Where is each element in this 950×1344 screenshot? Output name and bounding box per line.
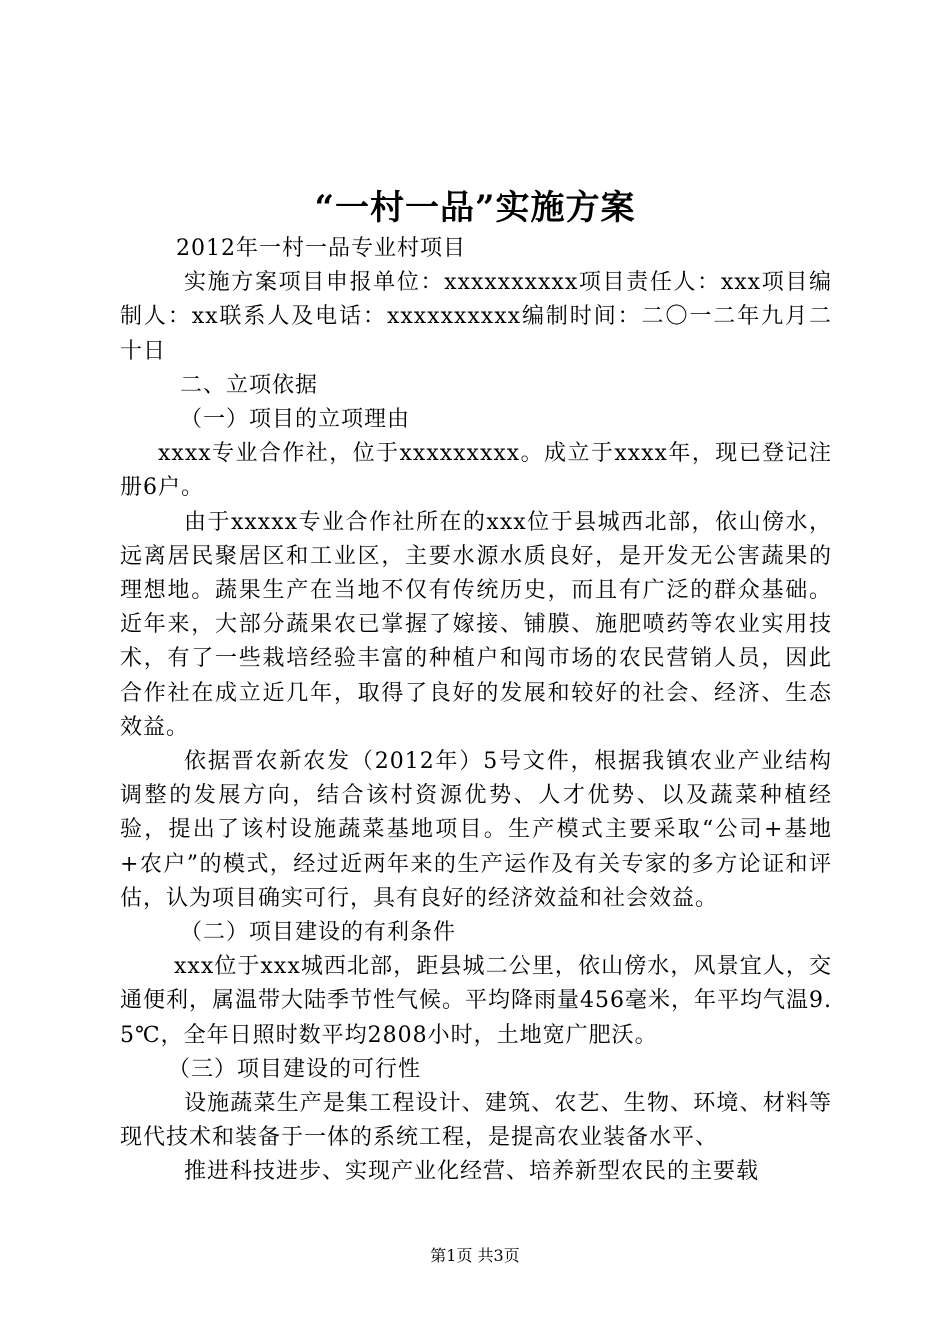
paragraph-feasibility: 设施蔬菜生产是集工程设计、建筑、农艺、生物、环境、材料等现代技术和装备于一体的系统工程，是提高农业装备水平、 xyxy=(120,1091,832,1151)
paragraph-feasibility-continued: 推进科技进步、实现产业化经营、培养新型农民的主要载 xyxy=(184,1159,760,1185)
paragraph-project-name: 2012年一村一品专业村项目 xyxy=(176,236,466,261)
paragraph-conditions: xxx位于xxx城西北部，距县城二公里，依山傍水，风景宜人，交通便利，属温带大陆季节性气候。平均降雨量456毫米，年平均气温9.5℃，全年日照时数平均2808小时，土地宽广肥沃。 xyxy=(120,954,832,1048)
paragraph-cooperative: xxxx专业合作社，位于xxxxxxxxx。成立于xxxx年，现已登记注册6户。 xyxy=(120,441,832,501)
paragraph-location-advantage: 由于xxxxx专业合作社所在的xxx位于县城西北部，依山傍水，远离居民聚居区和工业区，主要水源水质良好，是开发无公害蔬果的理想地。蔬果生产在当地不仅有传统历史，而且有广泛的群众基础。近年来，大部分蔬果农已掌握了嫁接、铺膜、施肥喷药等农业实用技术，有了一些栽培经验丰富的种植户和闯市场的农民营销人员，因此合作社在成立近几年，取得了良好的发展和较好的社会、经济、生态效益。 xyxy=(120,509,832,740)
subsection-heading-reason: （一）项目的立项理由 xyxy=(180,407,411,433)
paragraph-policy-basis: 依据晋农新农发（2012年）5号文件，根据我镇农业产业结构调整的发展方向，结合该村资源优势、人才优势、以及蔬菜种植经验，提出了该村设施蔬菜基地项目。生产模式主要采取“公司+基地+农户”的模式，经过近两年来的生产运作及有关专家的多方论证和评估，认为项目确实可行，具有良好的经济效益和社会效益。 xyxy=(120,749,832,911)
page-number-footer: 第1页 共3页 xyxy=(430,1246,520,1265)
document-title: “一村一品”实施方案 xyxy=(314,188,636,228)
subsection-heading-conditions: （二）项目建设的有利条件 xyxy=(180,920,457,946)
subsection-heading-feasibility: （三）项目建设的可行性 xyxy=(168,1056,422,1082)
section-heading-basis: 二、立项依据 xyxy=(180,372,319,398)
document-body xyxy=(120,232,832,1190)
paragraph-project-info: 实施方案项目申报单位：xxxxxxxxxx项目责任人：xxx项目编制人：xx联系人及电话：xxxxxxxxxx编制时间：二〇一二年九月二十日 xyxy=(120,270,832,364)
